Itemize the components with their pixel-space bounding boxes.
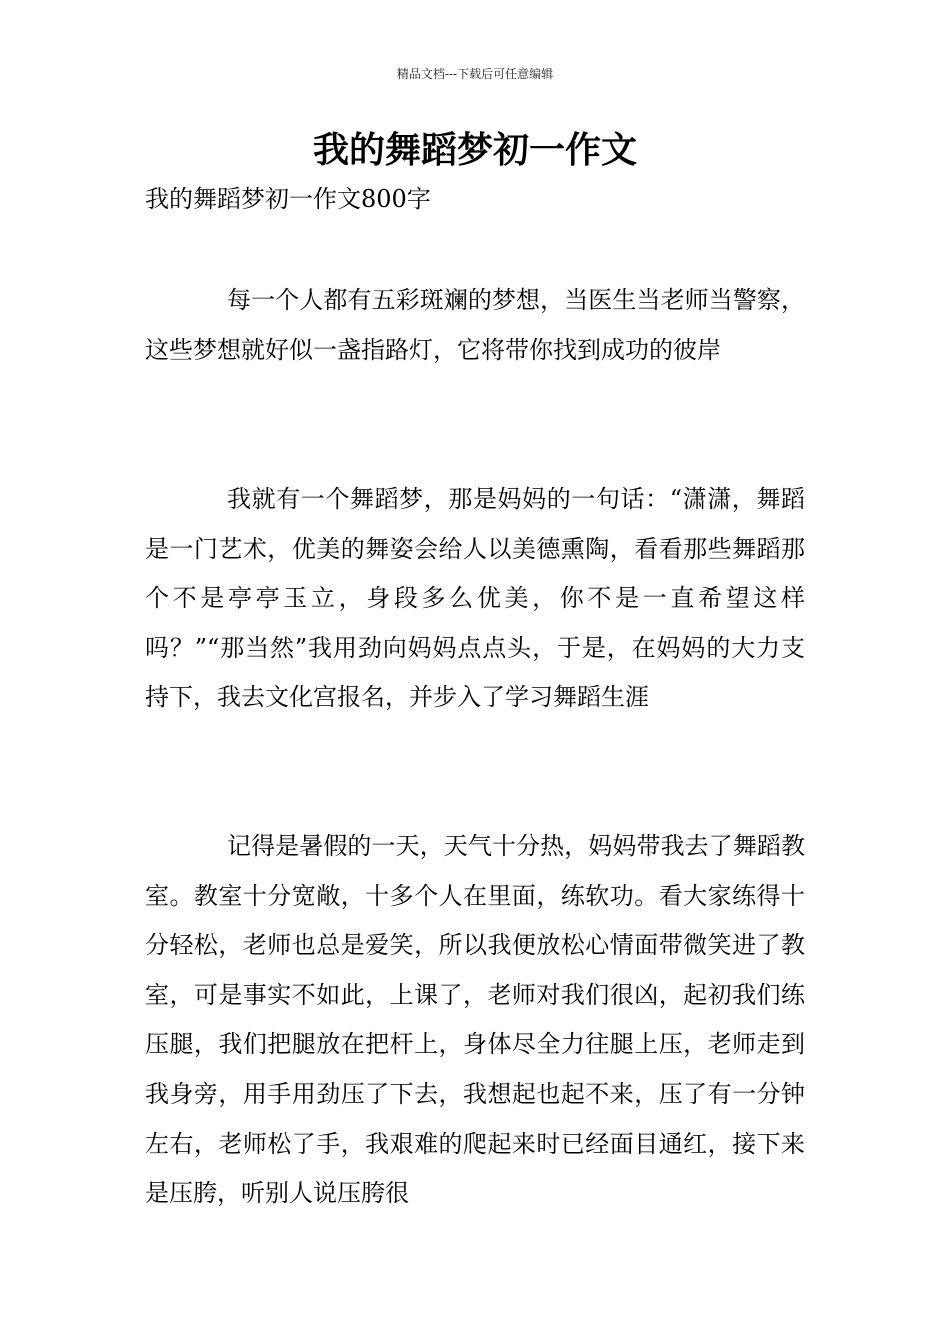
body-paragraph-3: 记得是暑假的一天，天气十分热，妈妈带我去了舞蹈教室。教室十分宽敞，十多个人在里面，练软功。看大家练得十分轻松，老师也总是爱笑，所以我便放松心情面带微笑进了教室，可是事实不如此，上课了，老师对我们很凶，起初我们练压腿，我们把腿放在把杆上，身体尽全力往腿上压，老师走到我身旁，用手用劲压了下去，我想起也起不来，压了有一分钟左右，老师松了手，我艰难的爬起来时已经面目通红，接下来是压胯，听别人说压胯很 — [145, 832, 805, 1208]
document-title: 我的舞蹈梦初一作文 — [312, 130, 637, 171]
body-paragraph-2: 我就有一个舞蹈梦，那是妈妈的一句话：“潇潇，舞蹈是一门艺术，优美的舞姿会给人以美德熏陶，看看那些舞蹈那个不是亭亭玉立，身段多么优美，你不是一直希望这样吗？”“那当然”我用劲向妈妈点点头，于是，在妈妈的大力支持下，我去文化宫报名，并步入了学习舞蹈生涯 — [145, 485, 805, 712]
page-header-note: 精品文档---下载后可任意编辑 — [396, 67, 554, 81]
body-paragraph-1: 每一个人都有五彩斑斓的梦想，当医生当老师当警察，这些梦想就好似一盏指路灯，它将带你找到成功的彼岸 — [145, 286, 805, 364]
document-subtitle: 我的舞蹈梦初一作文800字 — [145, 185, 431, 213]
